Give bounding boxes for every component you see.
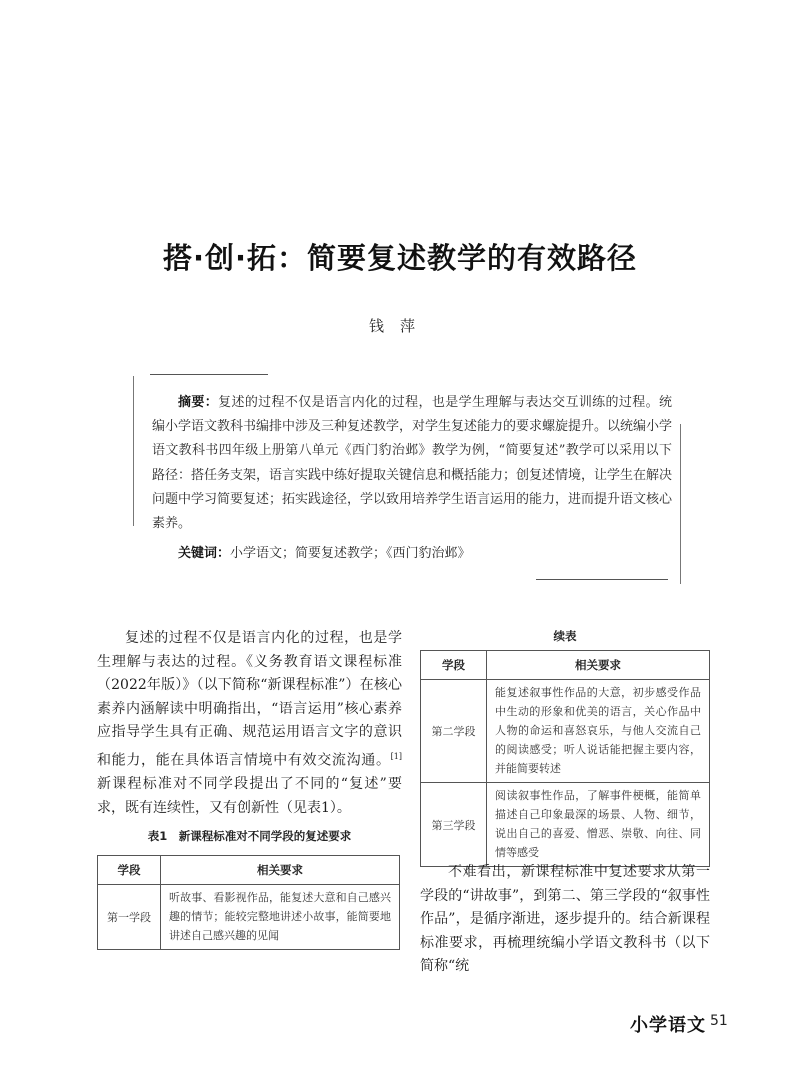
page-number: 51 [710,1013,728,1029]
abstract-text: 复述的过程不仅是语言内化的过程，也是学生理解与表达交互训练的过程。统编小学语文教科书编排中涉及三种复述教学，对学生复述能力的要求螺旋提升。以统编小学语文教科书四年级上册第八单元《西门豹治邺》教学为例，“简要复述”教学可以采用以下路径：搭任务支架，语言实践中练好提取关键信息和概括能力；创复述情境，让学生在解决问题中学习简要复述；拓实践途径，学以致用培养学生语言运用的能力，进而提升语文核心素养。 [152,395,673,532]
table1-continued-header-row [421,651,710,680]
abstract-rule-left [133,376,134,526]
keywords-label: 关键词： [178,546,231,561]
table-cell-stage: 第二学段 [421,680,487,783]
table1-caption: 表1 新课程标准对不同学段的复述要求 [147,829,352,843]
table-cell-requirement: 能复述叙事性作品的大意，初步感受作品中生动的形象和优美的语言，关心作品中人物的命运和喜怒哀乐，与他人交流自己的阅读感受；听人说话能把握主要内容，并能简要转述 [487,680,710,783]
table-cell-requirement: 阅读叙事性作品，了解事件梗概，能简单描述自己印象最深的场景、人物、细节，说出自己的喜爱、憎恶、崇敬、向往、同情等感受 [487,783,710,867]
citation-ref: [1] [390,751,402,761]
table1-continued-caption: 续表 [553,629,577,643]
article-author: 钱萍 [368,317,431,335]
table1-header-row [98,856,400,885]
abstract-rule-top [150,374,268,375]
journal-name: 小学语文 [630,1015,706,1036]
abstract-rule-right [680,424,681,584]
table-cell-stage: 第一学段 [98,885,161,950]
table-row [98,885,400,950]
table1-continued-header-stage: 学段 [421,651,487,680]
table-row [421,680,710,783]
keywords [178,543,658,565]
table-cell-stage: 第三学段 [421,783,487,867]
article-title: 搭·创·拓：简要复述教学的有效路径 [162,241,638,275]
table1-continued [420,650,710,867]
keywords-text: 小学语文；简要复述教学；《西门豹治邺》 [230,546,471,561]
table1-header-stage: 学段 [98,856,161,885]
body-paragraph-1 [97,627,402,820]
body-paragraph-2: 不难看出，新课程标准中复述要求从第一学段的“讲故事”，到第二、第三学段的“叙事性作品”，是循序渐进，逐步提升的。结合新课程标准要求，再梳理统编小学语文教科书（以下简称“统 [420,864,710,975]
table1-continued-header-requirement: 相关要求 [487,651,710,680]
table1-header-requirement: 相关要求 [161,856,400,885]
abstract-rule-bottom [536,579,668,580]
body-paragraph-1-tail: 新课程标准对不同学段提出了不同的“复述”要求，既有连续性，又有创新性（见表1）。 [97,776,402,816]
table-cell-requirement: 听故事、看影视作品，能复述大意和自己感兴趣的情节；能较完整地讲述小故事，能简要地讲述自己感兴趣的见闻 [161,885,400,950]
table1 [97,855,400,950]
table-row [421,783,710,867]
abstract-label: 摘要： [178,395,219,410]
abstract [152,391,672,536]
body-paragraph-1-main: 复述的过程不仅是语言内化的过程，也是学生理解与表达的过程。《义务教育语文课程标准（2022年版）》（以下简称“新课程标准”）在核心素养内涵解读中明确指出，“语言运用”核心素养应指导学生具有正确、规范运用语言文字的意识和能力，能在具体语言情境中有效交流沟通。 [97,630,402,769]
